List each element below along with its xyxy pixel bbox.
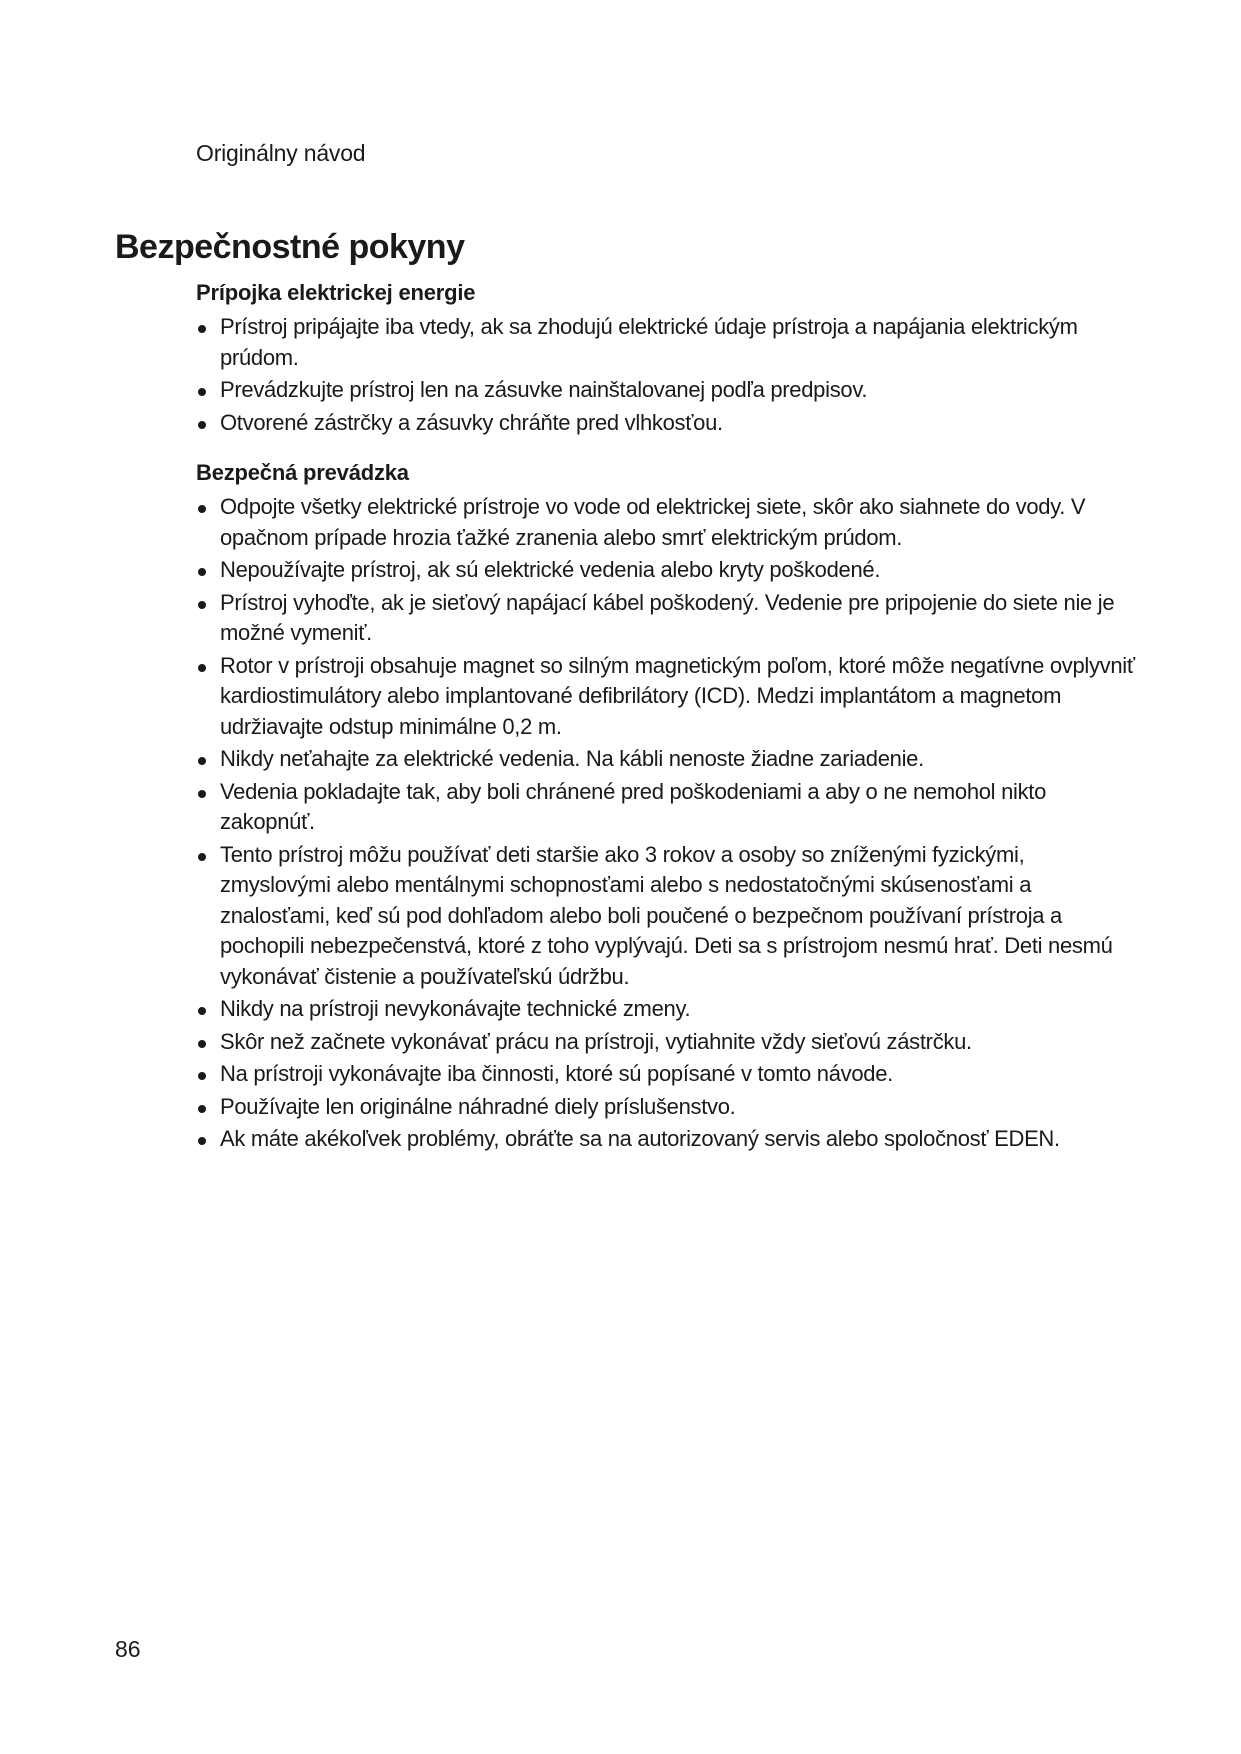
bullet-icon — [198, 1105, 206, 1113]
list-item-text: Nepoužívajte prístroj, ak sú elektrické vedenia alebo kryty poškodené. — [220, 557, 881, 582]
list-item-text: Nikdy na prístroji nevykonávajte technické zmeny. — [220, 996, 691, 1021]
content — [196, 278, 1136, 1165]
list-item — [196, 375, 1136, 406]
bullet-icon — [198, 1137, 206, 1145]
list-item-text: Prevádzkujte prístroj len na zásuvke nainštalovanej podľa predpisov. — [220, 377, 868, 402]
document-header: Originálny návod — [196, 140, 366, 166]
list-item — [196, 1027, 1136, 1058]
list-item-text: Prístroj vyhoďte, ak je sieťový napájací kábel poškodený. Vedenie pre pripojenie do siete nie je možné vymeniť. — [220, 589, 1115, 645]
list-item — [196, 1092, 1136, 1123]
bullet-icon — [198, 421, 206, 429]
bullet-icon — [198, 505, 206, 513]
list-item-text: Odpojte všetky elektrické prístroje vo vode od elektrickej siete, skôr ako siahnete do vody. V opačnom prípade hrozia ťažké zranenia alebo smrť elektrickým prúdom. — [220, 494, 1086, 550]
bullet-icon — [198, 388, 206, 396]
bullet-icon — [198, 325, 206, 333]
page-number: 86 — [115, 1636, 141, 1662]
bullet-icon — [198, 790, 206, 798]
list-item — [196, 651, 1136, 743]
list-item-text: Vedenia pokladajte tak, aby boli chránené pred poškodeniami a aby o ne nemohol nikto zakopnúť. — [220, 778, 1047, 834]
bullet-icon — [198, 1072, 206, 1080]
list-item — [196, 1124, 1136, 1155]
list-item — [196, 408, 1136, 439]
subsection-title: Prípojka elektrickej energie — [196, 280, 476, 305]
bullet-list — [196, 492, 1136, 1155]
list-item — [196, 588, 1136, 649]
bullet-icon — [198, 568, 206, 576]
list-item-text: Skôr než začnete vykonávať prácu na prístroji, vytiahnite vždy sieťovú zástrčku. — [220, 1028, 972, 1054]
list-item — [196, 555, 1136, 586]
list-item — [196, 312, 1136, 373]
list-item — [196, 994, 1136, 1025]
bullet-icon — [198, 757, 206, 765]
section-title: Bezpečnostné pokyny — [115, 228, 465, 266]
subsection-safe-operation — [196, 458, 1136, 1155]
bullet-icon — [198, 664, 206, 672]
list-item-text: Ak máte akékoľvek problémy, obráťte sa na autorizovaný servis alebo spoločnosť EDEN. — [220, 1126, 1060, 1151]
list-item — [196, 1059, 1136, 1090]
list-item-text: Tento prístroj môžu používať deti staršie ako 3 rokov a osoby so zníženými fyzickými, zmyslovými alebo mentálnymi schopnosťami alebo s nedostatočnými skúsenosťami a znalosťami, keď sú pod dohľadom alebo boli poučené o bezpečnom používaní prístroja a pochopili nebezpečenstvá, ktoré z toho vyplývajú. Deti sa s prístrojom nesmú hrať. Deti nesmú vykonávať čistenie a používateľskú údržbu. — [220, 841, 1113, 989]
bullet-icon — [198, 601, 206, 609]
list-item — [196, 492, 1136, 553]
list-item-text: Rotor v prístroji obsahuje magnet so silným magnetickým poľom, ktoré môže negatívne ovplyvniť kardiostimulátory alebo implantované defibrilátory (ICD). Medzi implantátom a magnetom udržiavajte odstup minimálne 0,2 m. — [220, 652, 1135, 739]
list-item-text: Otvorené zástrčky a zásuvky chráňte pred vlhkosťou. — [220, 409, 723, 435]
subsection-title: Bezpečná prevádzka — [196, 460, 409, 485]
list-item-text: Prístroj pripájajte iba vtedy, ak sa zhodujú elektrické údaje prístroja a napájania elektrickým prúdom. — [220, 314, 1078, 370]
bullet-icon — [198, 853, 206, 861]
bullet-icon — [198, 1007, 206, 1015]
list-item — [196, 777, 1136, 838]
list-item-text: Používajte len originálne náhradné diely príslušenstvo. — [220, 1093, 736, 1119]
list-item — [196, 840, 1136, 993]
list-item-text: Nikdy neťahajte za elektrické vedenia. Na kábli nenoste žiadne zariadenie. — [220, 746, 924, 771]
list-item — [196, 744, 1136, 775]
bullet-list — [196, 312, 1136, 438]
subsection-power-connection — [196, 278, 1136, 438]
bullet-icon — [198, 1040, 206, 1048]
list-item-text: Na prístroji vykonávajte iba činnosti, ktoré sú popísané v tomto návode. — [220, 1061, 893, 1086]
